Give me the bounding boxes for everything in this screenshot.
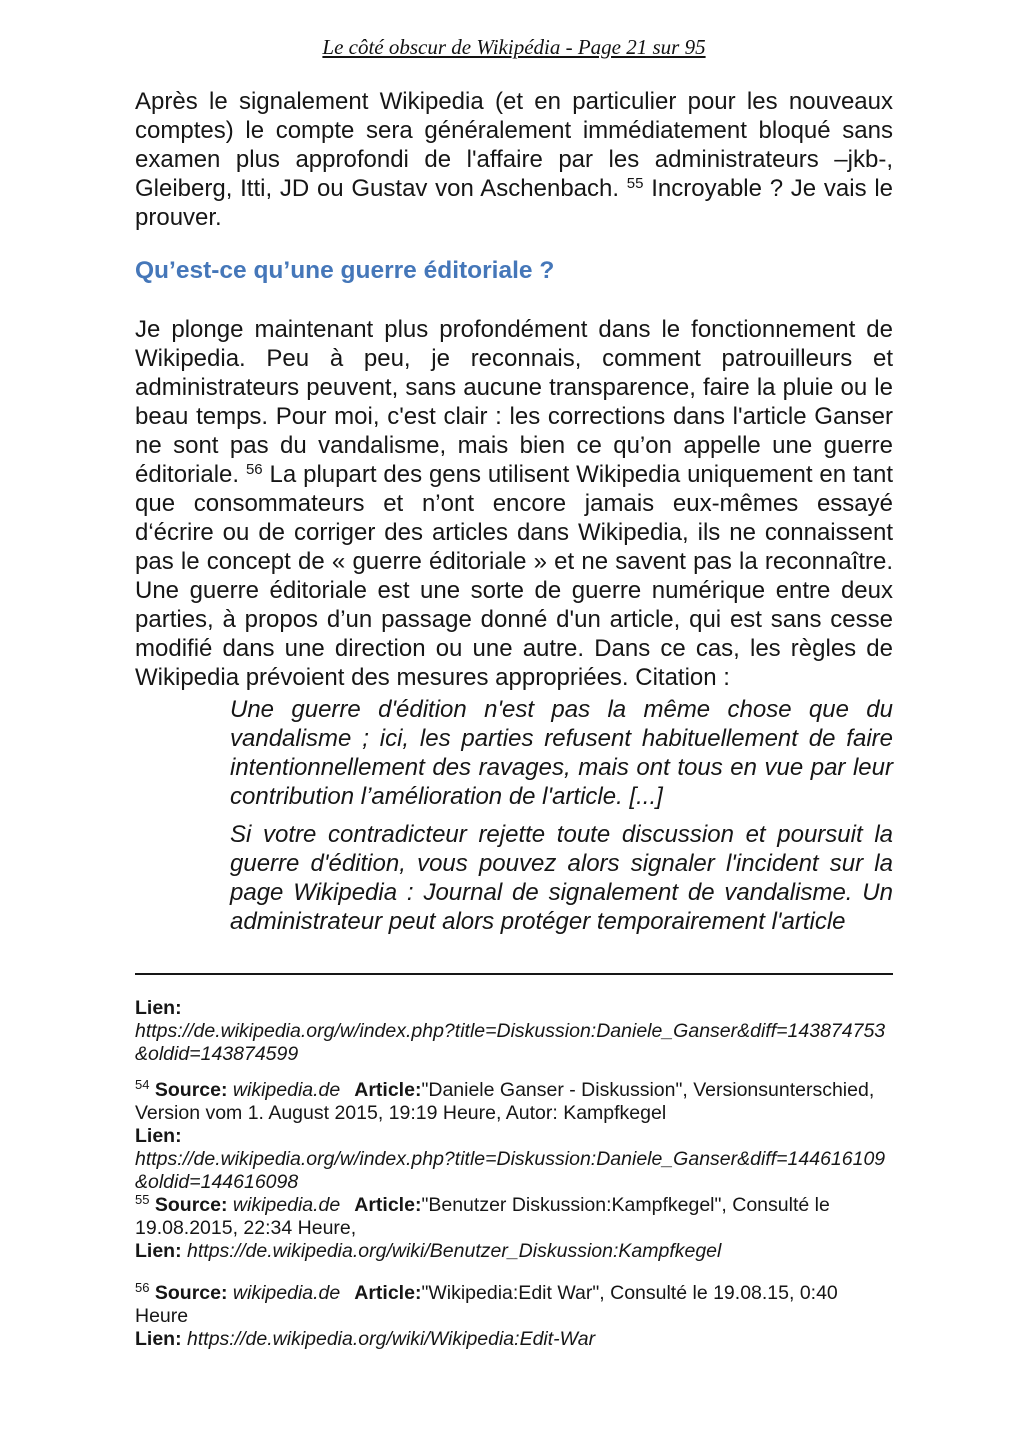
footnote-text — [135, 1194, 893, 1240]
paragraph-guerre-editoriale — [135, 315, 893, 692]
article-label: Article: — [354, 1079, 422, 1101]
page-header — [135, 34, 893, 60]
source-site: wikipedia.de — [232, 1079, 341, 1101]
running-title: Le côté obscur de Wikipédia - Page 21 sur 95 — [322, 35, 706, 59]
source-site: wikipedia.de — [232, 1282, 341, 1304]
footnote-text — [135, 1079, 893, 1125]
footnote-url: https://de.wikipedia.org/w/index.php?title=Diskussion:Daniele_Ganser&diff=144616109&oldid=144616098 — [135, 1148, 886, 1193]
footnotes-section — [135, 997, 893, 1351]
article-text: "Wikipedia:Edit War", Consulté le 19.08.15, 0:40 Heure — [135, 1282, 838, 1327]
source-label: Source: — [154, 1194, 228, 1216]
footnote-54 — [135, 1079, 893, 1194]
blockquote-edit-war-report: Si votre contradicteur rejette toute discussion et poursuit la guerre d'édition, vous pouvez alors signaler l'incident sur la page Wikipedia : Journal de signalement de vandalisme. Un administrateur peut alors protéger temporairement l'article — [230, 821, 893, 935]
footnote-ref-55: 55 — [626, 175, 644, 192]
blockquote-edit-war-definition: Une guerre d'édition n'est pas la même chose que du vandalisme ; ici, les parties refusent habituellement de faire intentionnellement des ravages, mais ont tous en vue par leur contribution l’amélioration de l'article. [...] — [230, 696, 893, 810]
footnote-marker: 55 — [135, 1192, 150, 1207]
lien-label: Lien: — [135, 997, 182, 1019]
footnote-marker: 54 — [135, 1077, 150, 1092]
article-label: Article: — [354, 1194, 422, 1216]
source-label: Source: — [154, 1079, 228, 1101]
source-site: wikipedia.de — [232, 1194, 341, 1216]
footnote-text — [135, 1282, 893, 1328]
footnote-url: https://de.wikipedia.org/wiki/Wikipedia:Edit-War — [187, 1328, 596, 1350]
footnote-55 — [135, 1194, 893, 1263]
footnote-lien-line — [135, 1328, 893, 1351]
footnote-ref-56: 56 — [245, 461, 263, 478]
paragraph-text: Je plonge maintenant plus profondément dans le fonctionnement de Wikipedia. Peu à peu, je reconnais, comment patrouilleurs et administrateurs peuvent, sans aucune transparence, faire la pluie ou le beau temps. Pour moi, c'est clair : les corrections dans l'article Ganser ne sont pas du vandalisme, mais bien ce qu’on appelle une guerre éditoriale. — [135, 316, 893, 488]
paragraph-text: Après le signalement Wikipedia (et en particulier pour les nouveaux comptes) le compte sera généralement immédiatement bloqué sans examen plus approfondi de l'affaire par les administrateurs –jkb-, Gleiberg, Itti, JD ou Gustav von Aschenbach. — [135, 88, 893, 202]
footnote-lien-line — [135, 1240, 893, 1263]
article-label: Article: — [354, 1282, 422, 1304]
footnote-marker: 56 — [135, 1280, 150, 1295]
footnote-url: https://de.wikipedia.org/w/index.php?title=Diskussion:Daniele_Ganser&diff=143874753&oldid=143874599 — [135, 1020, 886, 1065]
section-heading-guerre-editoriale: Qu’est-ce qu’une guerre éditoriale ? — [135, 257, 555, 284]
footnote-separator — [135, 973, 893, 975]
paragraph-signalement — [135, 87, 893, 232]
lien-label: Lien: — [135, 1240, 182, 1262]
footnote-56 — [135, 1282, 893, 1351]
paragraph-text: La plupart des gens utilisent Wikipedia uniquement en tant que consommateurs et n’ont encore jamais eux-mêmes essayé d‘écrire ou de corriger des articles dans Wikipedia, ils ne connaissent pas le concept de « guerre éditoriale » et ne savent pas la reconnaître. Une guerre éditoriale est une sorte de guerre numérique entre deux parties, à propos d’un passage donné d'un article, qui est sans cesse modifié dans une direction ou une autre. Dans ce cas, les règles de Wikipedia prévoient des mesures appropriées. Citation : — [135, 461, 893, 691]
article-text: "Daniele Ganser - Diskussion", Versionsunterschied, Version vom 1. August 2015, 19:19 Heure, Autor: Kampfkegel — [135, 1079, 875, 1124]
footnote-link-continuation — [135, 997, 893, 1066]
paragraph-text: Incroyable ? Je vais le prouver. — [135, 175, 893, 231]
article-text: "Benutzer Diskussion:Kampfkegel", Consulté le 19.08.2015, 22:34 Heure, — [135, 1194, 830, 1239]
footnote-url: https://de.wikipedia.org/wiki/Benutzer_Diskussion:Kampfkegel — [187, 1240, 722, 1262]
lien-label: Lien: — [135, 1125, 182, 1147]
source-label: Source: — [154, 1282, 228, 1304]
lien-label: Lien: — [135, 1328, 182, 1350]
